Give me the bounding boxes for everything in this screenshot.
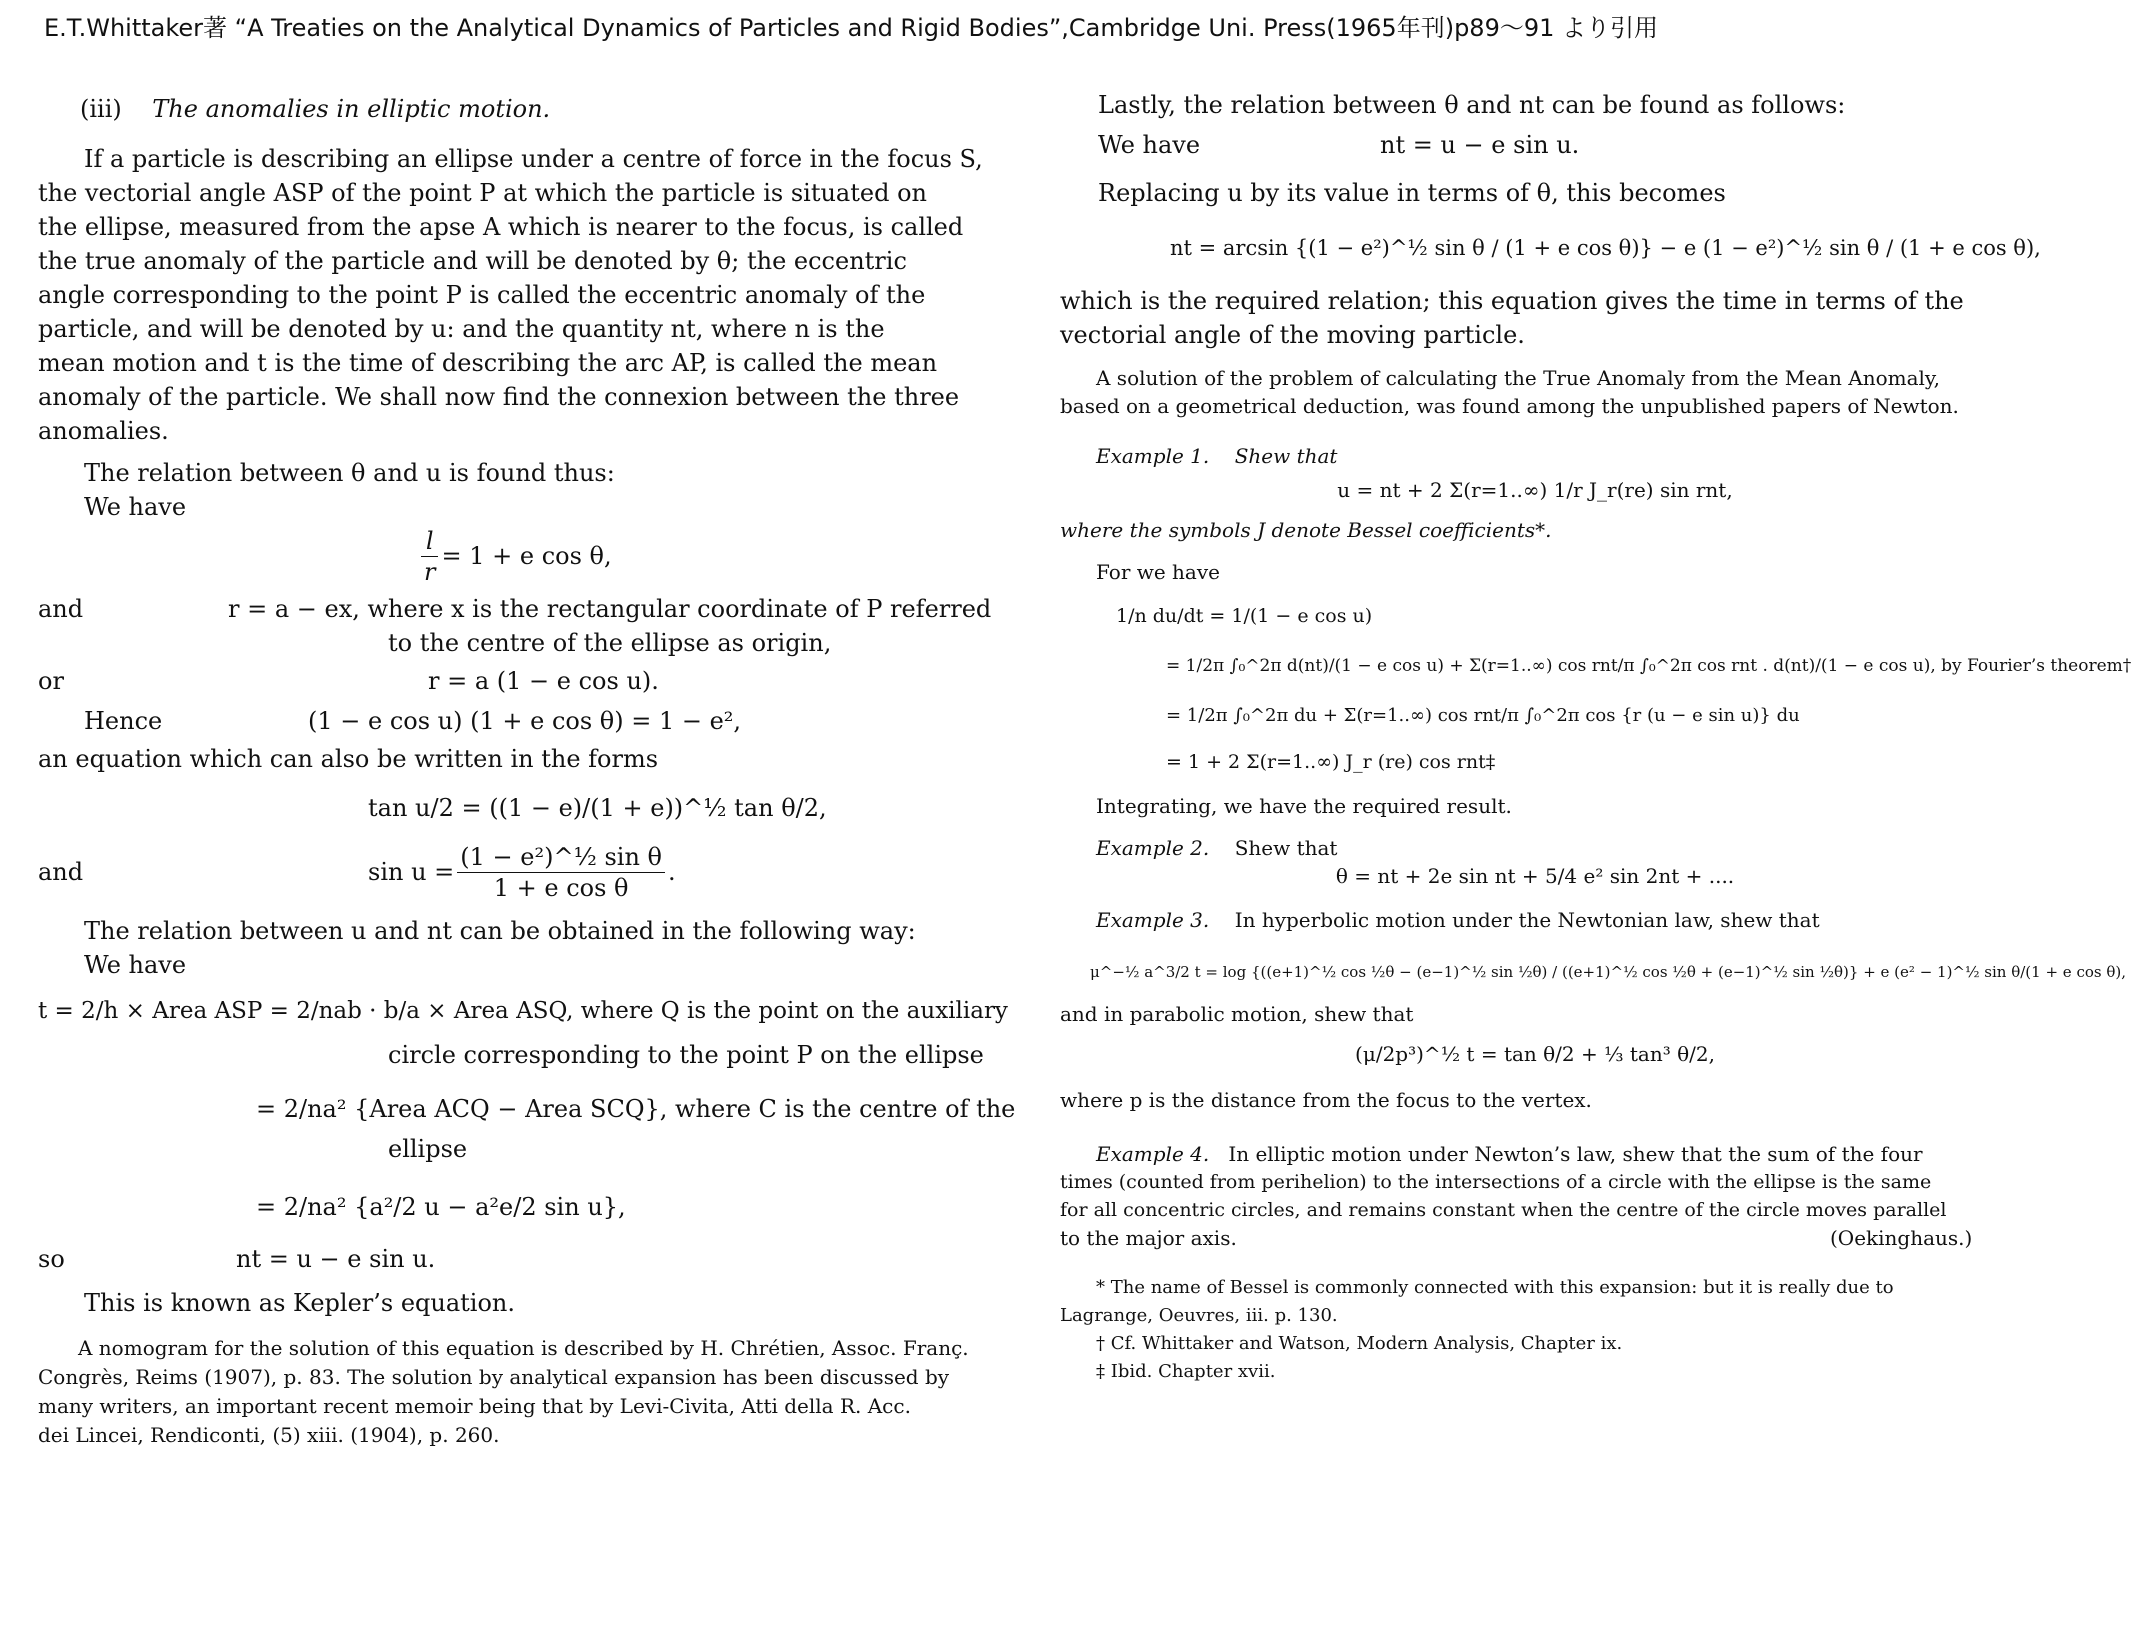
para-line: the ellipse, measured from the apse A which is nearer to the focus, is called: [38, 213, 964, 241]
equation-text: t = 2/h × Area ASP = 2/nab · b/a × Area ASQ, where Q is the point on the auxiliary: [38, 998, 1008, 1024]
example-text: Shew that: [1234, 444, 1338, 468]
label-so: so: [38, 1245, 65, 1273]
fraction-denominator: 1 + e cos θ: [493, 873, 629, 902]
page-header: E.T.Whittaker著 “A Treaties on the Analytical Dynamics of Particles and Rigid Bodies”,Cambridge Uni. Press(1965年刊)p89～91 より引用: [44, 14, 1659, 42]
para-line: where p is the distance from the focus to the vertex.: [1060, 1088, 1592, 1112]
para-line: Replacing u by its value in terms of θ, this becomes: [1098, 179, 1726, 207]
example-1: [1060, 442, 2010, 470]
label-hence: Hence: [84, 707, 163, 735]
example-label: Example 3.: [1096, 908, 1210, 932]
equation-row: [1060, 128, 2010, 162]
equation-text: nt = u − e sin u.: [1380, 131, 1580, 159]
equation-hyperbolic: μ^−½ a^3/2 t = log {((e+1)^½ cos ½θ − (e−1)^½ sin ½θ) / ((e+1)^½ cos ½θ + (e−1)^½ sin ½θ)} + e (e² − 1)^½ sin θ/(1 + e cos θ),: [1090, 963, 2126, 981]
for-we-have: For we have: [1096, 560, 1220, 584]
note-line: many writers, an important recent memoir being that by Levi-Civita, Atti della R. Acc.: [38, 1394, 911, 1418]
derivation-line: 1/n du/dt = 1/(1 − e cos u): [1116, 605, 1373, 627]
equation-text: (1 − e cos u) (1 + e cos θ) = 1 − e²,: [308, 707, 742, 735]
para-line: the vectorial angle ASP of the point P at which the particle is situated on: [38, 179, 927, 207]
equation-tan-half: tan u/2 = ((1 − e)/(1 + e))^½ tan θ/2,: [368, 794, 827, 822]
equation-text: = 2/na² {a²/2 u − a²e/2 sin u},: [256, 1193, 626, 1221]
para-line: and in parabolic motion, shew that: [1060, 1002, 1414, 1026]
para-line: an equation which can also be written in the forms: [38, 745, 659, 773]
para-line: which is the required relation; this equation gives the time in terms of the: [1060, 287, 1964, 315]
label-and: and: [38, 595, 84, 623]
para-line: [1060, 1224, 2010, 1252]
example-text: In elliptic motion under Newton’s law, shew that the sum of the four: [1228, 1142, 1923, 1166]
equation-continuation: to the centre of the ellipse as origin,: [388, 629, 832, 657]
heading-number: (iii): [80, 95, 122, 123]
newton-note: based on a geometrical deduction, was found among the unpublished papers of Newton.: [1060, 394, 1959, 418]
we-have-label: We have: [84, 951, 187, 979]
we-have-label: We have: [84, 493, 187, 521]
para-line: anomaly of the particle. We shall now find the connexion between the three: [38, 383, 960, 411]
footnotes: [1060, 1274, 2010, 1386]
para-line: angle corresponding to the point P is called the eccentric anomaly of the: [38, 281, 926, 309]
integrating-line: Integrating, we have the required result.: [1096, 794, 1512, 818]
footnote-block: [38, 1334, 990, 1450]
equation-row: [38, 704, 990, 738]
example-3: [1060, 906, 2010, 934]
para-line: times (counted from perihelion) to the intersections of a circle with the ellipse is the same: [1060, 1171, 1932, 1193]
note-line: dei Lincei, Rendiconti, (5) xiii. (1904), p. 260.: [38, 1423, 500, 1447]
equation-row: [38, 664, 990, 698]
equation-text: r = a (1 − e cos u).: [428, 667, 659, 695]
right-column: [1060, 78, 2131, 1623]
example-label: Example 2.: [1096, 836, 1210, 860]
example-text: Shew that: [1234, 836, 1338, 860]
derivation-line: = 1/2π ∫₀^2π du + Σ(r=1..∞) cos rnt/π ∫₀^2π cos {r (u − e sin u)} du: [1166, 705, 1800, 726]
equation-bessel-series: u = nt + 2 Σ(r=1..∞) 1/r J_r(re) sin rnt,: [1337, 478, 1733, 502]
left-column: [38, 78, 1016, 1618]
derivation-line: = 1 + 2 Σ(r=1..∞) J_r (re) cos rnt‡: [1166, 751, 1496, 773]
example-4: [1060, 1140, 2010, 1168]
equation-arcsin: nt = arcsin {(1 − e²)^½ sin θ / (1 + e cos θ)} − e (1 − e²)^½ sin θ / (1 + e cos θ),: [1170, 236, 2041, 260]
equation-row: and sin u = $\frac{\text{(1 − e²)\textasciicircum{}½ sin θ}}{\text{1 + e cos θ}}$ .: [38, 842, 676, 902]
newton-note: A solution of the problem of calculating the True Anomaly from the Mean Anomaly,: [1096, 366, 1940, 390]
equation-theta-series: θ = nt + 2e sin nt + 5/4 e² sin 2nt + ....: [1335, 864, 1735, 888]
kepler-equation: nt = u − e sin u.: [236, 1245, 436, 1273]
para-line: The relation between θ and u is found thus:: [84, 459, 615, 487]
heading-title: The anomalies in elliptic motion.: [152, 95, 551, 123]
label-or: or: [38, 667, 64, 695]
equation-row: [38, 1242, 990, 1276]
fraction-numerator: (1 − e²)^½ sin θ: [457, 842, 665, 873]
para-line: Lastly, the relation between θ and nt can be found as follows:: [1098, 91, 1846, 119]
footnote-line: * The name of Bessel is commonly connected with this expansion: but it is really due to: [1096, 1277, 1894, 1298]
label-and: and: [38, 858, 84, 886]
equation-text: = 2/na² {Area ACQ − Area SCQ}, where C is the centre of the: [256, 1095, 1016, 1123]
section-heading: [38, 92, 990, 126]
para-line: vectorial angle of the moving particle.: [1060, 321, 1525, 349]
para-line: particle, and will be denoted by u: and the quantity nt, where n is the: [38, 315, 885, 343]
equation-continuation: circle corresponding to the point P on the ellipse: [388, 1041, 984, 1069]
para-line: anomalies.: [38, 417, 169, 445]
equation-lhs: sin u =: [368, 858, 455, 886]
equation-l-over-r: [38, 524, 990, 588]
example-label: Example 1.: [1096, 444, 1210, 468]
fraction: [421, 526, 438, 587]
fraction-denominator: r: [424, 557, 436, 586]
note-line: Congrès, Reims (1907), p. 83. The solution by analytical expansion has been discussed by: [38, 1365, 950, 1389]
equation-text: r = a − ex, where x is the rectangular coordinate of P referred: [228, 595, 992, 623]
example-2: [1060, 834, 2010, 862]
kepler-note: This is known as Kepler’s equation.: [84, 1289, 516, 1317]
bessel-note: where the symbols J denote Bessel coefficients*.: [1060, 518, 1552, 542]
attribution: (Oekinghaus.): [1830, 1226, 1973, 1250]
footnote-line: ‡ Ibid. Chapter xvii.: [1096, 1361, 1276, 1382]
fraction: [457, 842, 665, 903]
footnote-line: † Cf. Whittaker and Watson, Modern Analysis, Chapter ix.: [1096, 1333, 1623, 1354]
para-text: to the major axis.: [1060, 1226, 1237, 1250]
para-line: If a particle is describing an ellipse under a centre of force in the focus S,: [84, 145, 983, 173]
equation-rhs: = 1 + e cos θ,: [441, 542, 612, 570]
para-line: The relation between u and nt can be obtained in the following way:: [84, 917, 916, 945]
equation-continuation: ellipse: [388, 1135, 468, 1163]
note-line: A nomogram for the solution of this equation is described by H. Chrétien, Assoc. Franç.: [78, 1336, 969, 1360]
equation-row: [38, 592, 990, 626]
derivation-line: = 1/2π ∫₀^2π d(nt)/(1 − e cos u) + Σ(r=1..∞) cos rnt/π ∫₀^2π cos rnt . d(nt)/(1 − e cos u), by Fourier’s theorem†: [1166, 656, 2131, 676]
fraction-numerator: l: [421, 526, 438, 557]
para-line: for all concentric circles, and remains constant when the centre of the circle moves parallel: [1060, 1199, 1947, 1221]
para-line: mean motion and t is the time of describing the arc AP, is called the mean: [38, 349, 938, 377]
equation-parabolic: (μ/2p³)^½ t = tan θ/2 + ⅓ tan³ θ/2,: [1355, 1042, 1715, 1066]
we-have-label: We have: [1098, 131, 1201, 159]
footnote-line: Lagrange, Oeuvres, iii. p. 130.: [1060, 1305, 1338, 1326]
example-text: In hyperbolic motion under the Newtonian law, shew that: [1234, 908, 1820, 932]
para-line: the true anomaly of the particle and will be denoted by θ; the eccentric: [38, 247, 907, 275]
example-label: Example 4.: [1096, 1142, 1210, 1166]
